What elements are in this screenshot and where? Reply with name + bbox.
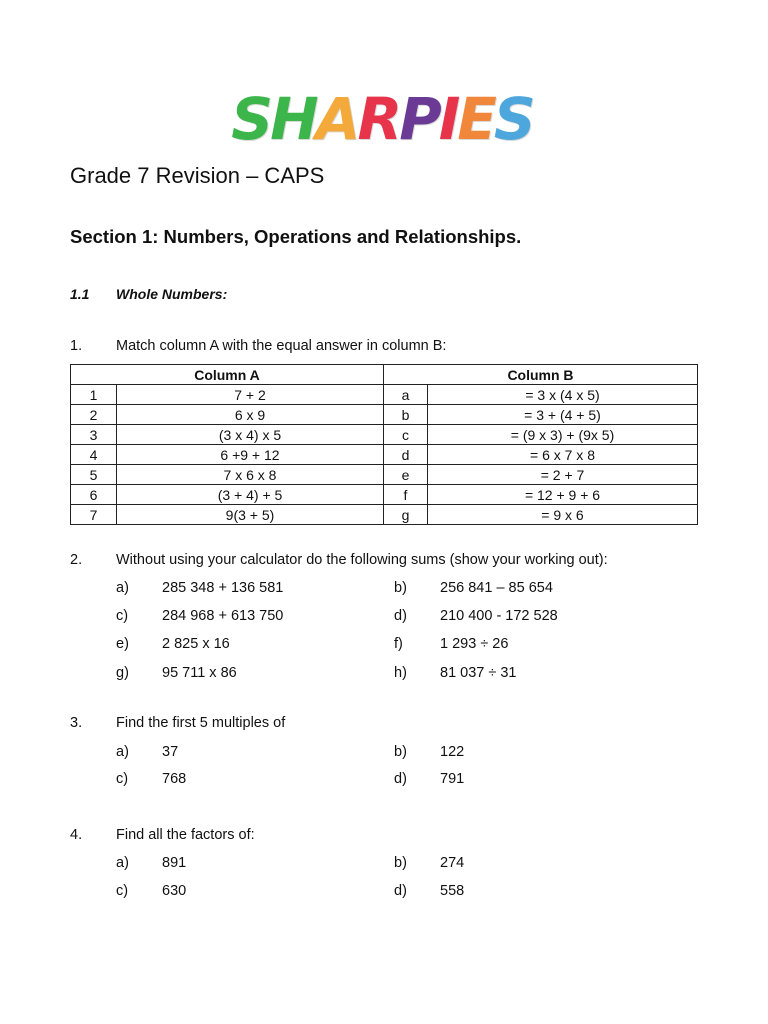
table-row — [71, 405, 698, 425]
q3-number: 3. — [70, 715, 83, 731]
q4-item-label: c) — [116, 883, 129, 899]
column-a-cell: 7 x 6 x 8 — [117, 465, 384, 485]
row-number: 3 — [71, 425, 117, 445]
table-row — [71, 465, 698, 485]
row-number: 1 — [71, 385, 117, 405]
page-title: Grade 7 Revision – CAPS — [70, 163, 325, 188]
q1-number: 1. — [70, 338, 83, 354]
row-number: 5 — [71, 465, 117, 485]
q4-item-expr: 891 — [162, 855, 187, 871]
q2-item-label: f) — [394, 636, 403, 652]
row-letter: c — [384, 425, 428, 445]
q2-item-label: g) — [116, 665, 129, 681]
q4-item-expr: 274 — [440, 855, 465, 871]
column-a-cell: (3 x 4) x 5 — [117, 425, 384, 445]
column-a-cell: 9(3 + 5) — [117, 505, 384, 525]
q2-item-expr: 284 968 + 613 750 — [162, 608, 284, 624]
q2-item-label: d) — [394, 608, 407, 624]
column-a-cell: 7 + 2 — [117, 385, 384, 405]
column-b-cell: = 3 + (4 + 5) — [428, 405, 698, 425]
column-a-cell: (3 + 4) + 5 — [117, 485, 384, 505]
row-number: 7 — [71, 505, 117, 525]
q4-text: Find all the factors of: — [116, 827, 255, 843]
q3-item-label: c) — [116, 771, 129, 787]
row-number: 2 — [71, 405, 117, 425]
q2-item-expr: 285 348 + 136 581 — [162, 580, 284, 596]
q3-item-expr: 37 — [162, 744, 179, 760]
row-letter: e — [384, 465, 428, 485]
q2-item-expr: 2 825 x 16 — [162, 636, 230, 652]
column-b-header: Column B — [384, 365, 698, 385]
sharpies-logo — [212, 85, 552, 153]
section-heading: Section 1: Numbers, Operations and Relationships. — [70, 226, 522, 247]
logo-letter: I — [438, 85, 458, 153]
column-a-cell: 6 x 9 — [117, 405, 384, 425]
table-row — [71, 505, 698, 525]
q3-item-expr: 791 — [440, 771, 465, 787]
q3-item-expr: 768 — [162, 771, 187, 787]
q3-item-expr: 122 — [440, 744, 465, 760]
q3-item-label: b) — [394, 744, 407, 760]
table-row — [71, 445, 698, 465]
table-header-row — [71, 365, 698, 385]
row-letter: d — [384, 445, 428, 465]
logo-letter: P — [399, 85, 439, 153]
logo-letter: A — [315, 85, 358, 153]
q2-item-expr: 210 400 - 172 528 — [440, 608, 558, 624]
q2-item-label: a) — [116, 580, 129, 596]
q4-item-expr: 558 — [440, 883, 465, 899]
column-b-cell: = 6 x 7 x 8 — [428, 445, 698, 465]
column-b-cell: = 9 x 6 — [428, 505, 698, 525]
q2-item-expr: 256 841 – 85 654 — [440, 580, 553, 596]
row-letter: b — [384, 405, 428, 425]
matching-table — [70, 364, 698, 525]
row-letter: f — [384, 485, 428, 505]
q2-item-label: c) — [116, 608, 129, 624]
q2-item-label: e) — [116, 636, 129, 652]
q3-text: Find the first 5 multiples of — [116, 715, 286, 731]
q4-item-expr: 630 — [162, 883, 187, 899]
q3-item-label: d) — [394, 771, 407, 787]
row-number: 4 — [71, 445, 117, 465]
q2-item-expr: 1 293 ÷ 26 — [440, 636, 509, 652]
logo-letter: E — [457, 85, 494, 153]
table-row — [71, 385, 698, 405]
q4-number: 4. — [70, 827, 83, 843]
q2-item-expr: 81 037 ÷ 31 — [440, 665, 517, 681]
q2-number: 2. — [70, 552, 83, 568]
column-a-header: Column A — [71, 365, 384, 385]
subsection-label: Whole Numbers: — [116, 286, 228, 302]
subsection-number: 1.1 — [70, 286, 90, 302]
q4-item-label: a) — [116, 855, 129, 871]
q3-item-label: a) — [116, 744, 129, 760]
q4-item-label: d) — [394, 883, 407, 899]
table-row — [71, 485, 698, 505]
column-b-cell: = (9 x 3) + (9x 5) — [428, 425, 698, 445]
q4-item-label: b) — [394, 855, 407, 871]
logo-letter: H — [270, 85, 316, 153]
logo-letter: S — [231, 85, 271, 153]
q2-item-expr: 95 711 x 86 — [162, 665, 237, 681]
q2-item-label: b) — [394, 580, 407, 596]
column-b-cell: = 12 + 9 + 6 — [428, 485, 698, 505]
logo-letter: R — [357, 85, 400, 153]
column-a-cell: 6 +9 + 12 — [117, 445, 384, 465]
q2-text: Without using your calculator do the following sums (show your working out): — [116, 552, 608, 568]
table-row — [71, 425, 698, 445]
column-b-cell: = 3 x (4 x 5) — [428, 385, 698, 405]
q1-text: Match column A with the equal answer in column B: — [116, 338, 447, 354]
q2-item-label: h) — [394, 665, 407, 681]
column-b-cell: = 2 + 7 — [428, 465, 698, 485]
row-letter: a — [384, 385, 428, 405]
row-letter: g — [384, 505, 428, 525]
logo-letter: S — [493, 85, 533, 153]
row-number: 6 — [71, 485, 117, 505]
